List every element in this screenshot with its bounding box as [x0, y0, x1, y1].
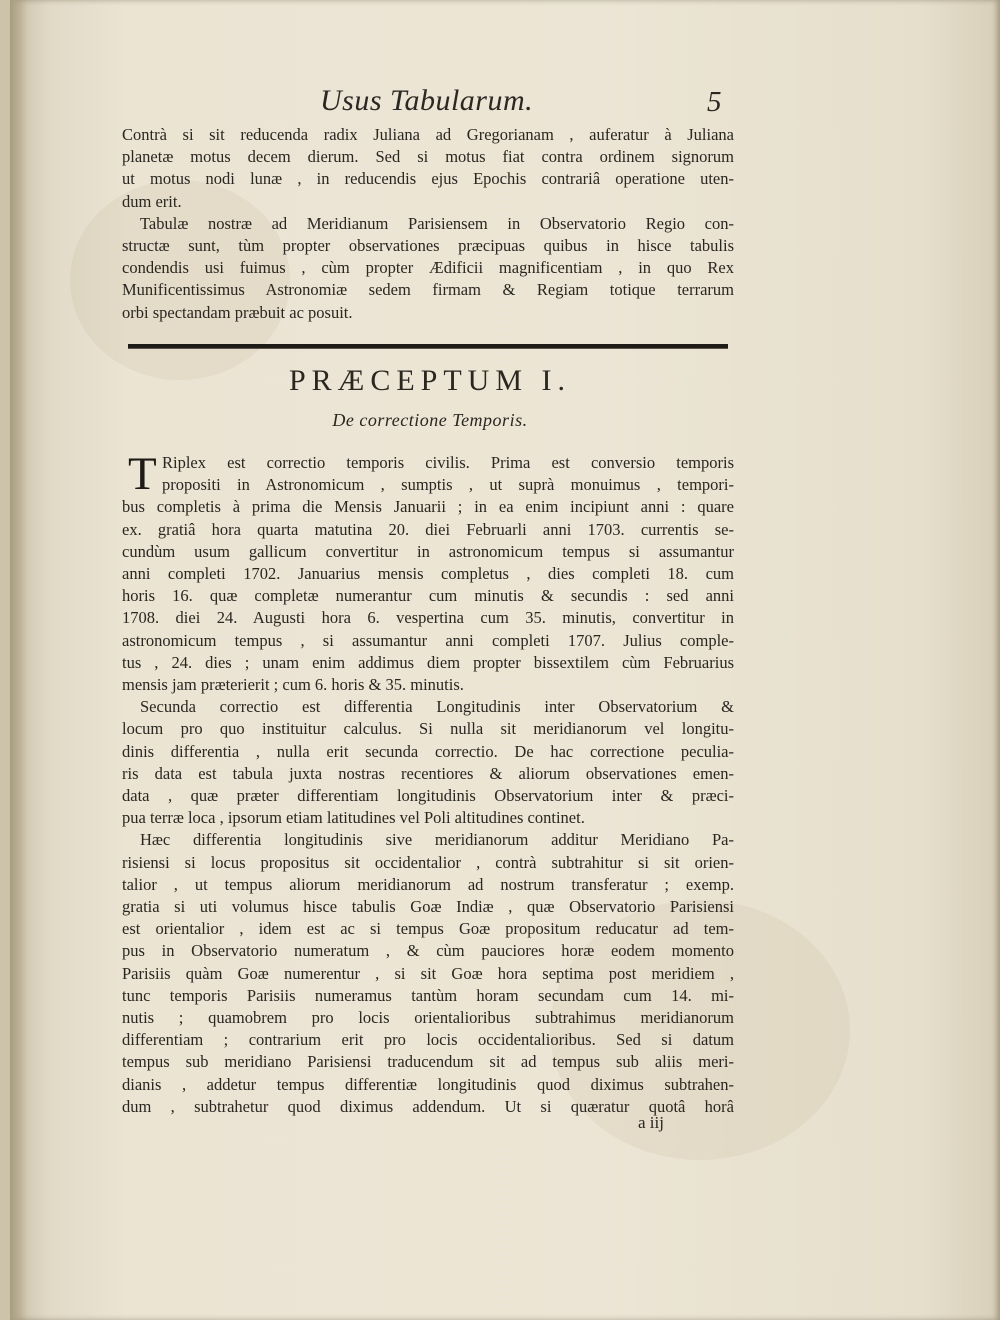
text-line: dum , subtrahetur quod diximus addendum. Ut si quæratur quotâ horâ	[122, 1096, 734, 1116]
text-line: condendis usi fuimus , cùm propter Ædificii magnificentiam , in quo Rex	[122, 258, 734, 278]
text-line: pua terræ loca , ipsorum etiam latitudines vel Poli altitudines continet.	[122, 808, 585, 828]
text-line: ut motus nodi lunæ , in reducendis ejus Epochis contrariâ operatione uten-	[122, 169, 734, 189]
text-line: planetæ motus decem dierum. Sed si motus fiat contra ordinem signorum	[122, 147, 734, 167]
text-line: Riplex est correctio temporis civilis. Prima est conversio temporis	[162, 453, 734, 472]
text-line: tempus sub meridiano Parisiensi traducendum sit ad tempus sub aliis meri-	[122, 1052, 734, 1072]
text-line: nutis ; quamobrem pro locis orientalioribus subtrahimus meridianorum	[122, 1008, 734, 1028]
book-page	[10, 0, 1000, 1320]
text-line: est orientalior , idem est ac si tempus Goæ propositum reducatur ad tem-	[122, 919, 734, 939]
drop-cap: T	[128, 448, 157, 500]
text-line: Tabulæ nostræ ad Meridianum Parisiensem in Observatorio Regio con-	[140, 213, 734, 233]
page-number: 5	[707, 86, 722, 118]
body-text	[122, 448, 734, 1118]
text-line: Hæc differentia longitudinis sive meridianorum additur Meridiano Pa-	[140, 830, 734, 850]
text-line: talior , ut tempus aliorum meridianorum ad nostrum transferatur ; exemp.	[122, 874, 734, 894]
running-title: Usus Tabularum.	[320, 84, 534, 117]
section-heading: PRÆCEPTUM I.	[288, 364, 572, 397]
text-line: tus , 24. dies ; unam enim addimus diem propter bissextilem cùm Februarius	[122, 652, 734, 672]
section-rule	[128, 344, 728, 349]
text-line: differentiam ; contrarium erit pro locis occidentalioribus. Sed si datum	[122, 1030, 734, 1050]
text-line: astronomicum tempus , si assumantur anni completi 1707. Julius comple-	[122, 630, 734, 650]
section-subheading: De correctione Temporis.	[332, 410, 528, 430]
page-header	[10, 84, 1000, 124]
text-line: locum pro quo instituitur calculus. Si nulla sit meridianorum vel longitu-	[122, 719, 734, 739]
text-line: tunc temporis Parisiis numeramus tantùm horam secundam cum 14. mi-	[122, 985, 734, 1005]
text-line: risiensi si locus propositus sit occidentalior , contrà subtrahitur si sit orien-	[122, 852, 734, 872]
text-line: ex. gratiâ hora quarta matutina 20. diei Februarli anni 1703. currentis se-	[122, 519, 734, 539]
text-line: pus in Observatorio numeratum , & cùm pauciores horæ eodem momento	[122, 941, 734, 961]
text-line: Secunda correctio est differentia Longitudinis inter Observatorium &	[140, 697, 734, 717]
text-line: ris data est tabula juxta nostras recentiores & aliorum observationes emen-	[122, 763, 734, 783]
signature-mark: a iij	[638, 1113, 664, 1132]
text-line: Parisiis quàm Goæ numerentur , si sit Goæ hora septima post meridiem ,	[122, 963, 734, 983]
text-line: propositi in Astronomicum , sumptis , ut suprà monuimus , tempori-	[162, 475, 734, 495]
text-line: 1708. diei 24. Augusti hora 6. vespertina cum 35. minutis, convertitur in	[122, 608, 734, 628]
text-line: dinis differentia , nulla erit secunda correctio. De hac correctione peculia-	[122, 741, 734, 761]
text-line: dianis , addetur tempus differentiæ longitudinis quod diximus subtrahen-	[122, 1074, 734, 1094]
text-line: bus completis à prima die Mensis Januarii ; in ea enim incipiunt anni : quare	[122, 497, 734, 517]
text-line: structæ sunt, tùm propter observationes præcipuas quibus in hisce tabulis	[122, 236, 734, 256]
text-line: horis 16. quæ completæ numerantur cum minutis & secundis : sed anni	[122, 586, 734, 606]
text-line: mensis jam præterierit ; cum 6. horis & 35. minutis.	[122, 675, 464, 695]
text-line: dum erit.	[122, 191, 182, 211]
intro-paragraphs	[122, 124, 734, 324]
text-line: cundùm usum gallicum convertitur in astronomicum tempus si assumantur	[122, 541, 734, 561]
dropcap-paragraph-start	[122, 448, 734, 500]
text-line: gratia si uti volumus hisce tabulis Goæ Indiæ , quæ Observatorio Parisiensi	[122, 897, 734, 917]
text-line: data , quæ præter differentiam longitudinis Observatorium inter & præci-	[122, 786, 734, 806]
text-line: orbi spectandam præbuit ac posuit.	[122, 302, 353, 322]
text-line: Contrà si sit reducenda radix Juliana ad Gregorianam , auferatur à Juliana	[122, 125, 734, 144]
text-line: Munificentissimus Astronomiæ sedem firmam & Regiam totique terrarum	[122, 280, 734, 300]
text-line: anni completi 1702. Januarius mensis completus , dies completi 18. cum	[122, 564, 734, 584]
